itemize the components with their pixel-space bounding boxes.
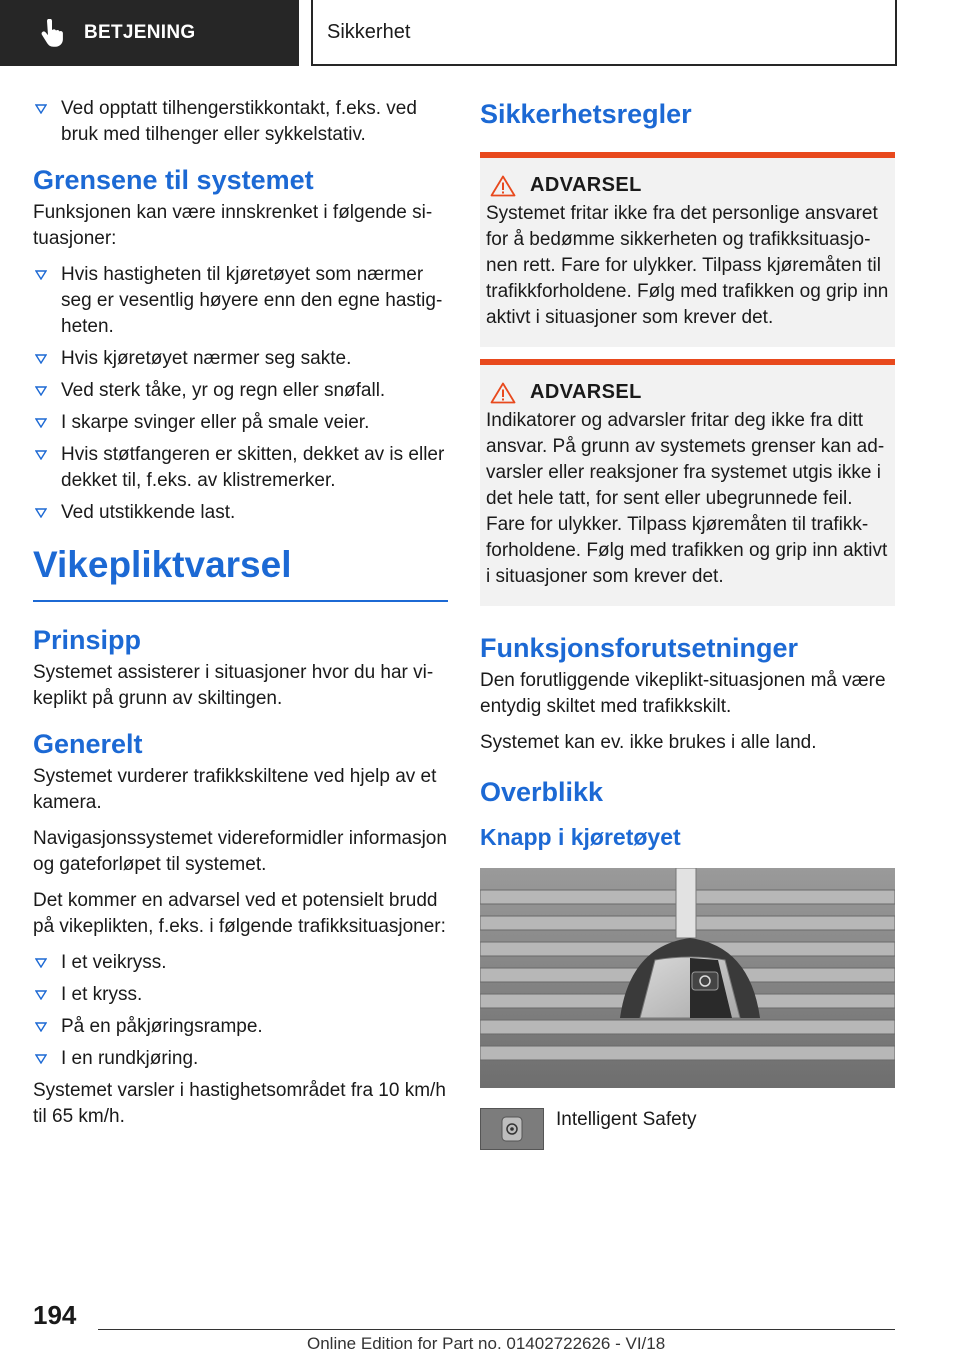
footer-divider xyxy=(98,1329,895,1330)
warning-text: Indikatorer og advarsler fritar deg ikke fra ditt ansvar. På grunn av systemets grenser kan advarsler eller reaksjoner fra systemet utgis ikke i det hele tatt, for sent eller ubegrunnede feil. Fare for ulykker. Tilpass kjøremåten til trafikkforholdene. Følg med trafikken og grip inn aktivt i situasjoner som krever det. xyxy=(486,410,888,587)
warning-triangle-icon xyxy=(490,382,516,404)
bullet-triangle-icon xyxy=(35,1022,47,1032)
warning-title: ADVARSEL xyxy=(530,174,642,196)
prereq-paragraph-2: Systemet kan ev. ikke brukes i alle land. xyxy=(480,732,817,753)
button-photo xyxy=(480,868,895,1088)
section-tab xyxy=(0,0,299,66)
bullet-triangle-icon xyxy=(35,508,47,518)
overview-title: Overblikk xyxy=(480,777,604,807)
bullet-triangle-icon xyxy=(35,270,47,280)
bullet-triangle-icon xyxy=(35,1054,47,1064)
limits-bullet-list xyxy=(33,262,448,526)
safety-title: Sikkerhetsregler xyxy=(480,99,692,129)
list-item: I en rundkjøring. xyxy=(33,1046,448,1072)
right-column xyxy=(480,96,895,1150)
section-label: BETJENING xyxy=(84,22,196,43)
principle-text: Systemet assisterer i situasjoner hvor du har vikeplikt på grunn av skiltingen. xyxy=(33,662,434,709)
general-bullet-list xyxy=(33,950,448,1072)
warning-box xyxy=(480,359,895,606)
bullet-triangle-icon xyxy=(35,958,47,968)
prereq-title: Funksjonsforutsetninger xyxy=(480,633,799,663)
bullet-triangle-icon xyxy=(35,104,47,114)
main-title: Vikepliktvarsel xyxy=(33,542,448,602)
warning-triangle-icon xyxy=(490,175,516,197)
list-item: På en påkjøringsrampe. xyxy=(33,1014,448,1040)
list-item: I et veikryss. xyxy=(33,950,448,976)
bullet-triangle-icon xyxy=(35,386,47,396)
list-item: Ved opptatt tilhengerstikkontakt, f.eks. ved bruk med tilhenger eller sykkelstativ. xyxy=(33,96,448,148)
limits-title: Grensene til systemet xyxy=(33,165,314,195)
list-item: I et kryss. xyxy=(33,982,448,1008)
warning-box xyxy=(480,152,895,347)
list-item: Ved utstikkende last. xyxy=(33,500,448,526)
general-paragraph-3: Det kommer en advarsel ved et potensielt brudd på vikeplikten, f.eks. i følgende trafikksituasjoner: xyxy=(33,890,446,937)
prereq-paragraph-1: Den forutliggende vikeplikt-situasjonen må være entydig skiltet med trafikkskilt. xyxy=(480,670,886,717)
list-item: Ved sterk tåke, yr og regn eller snøfall. xyxy=(33,378,448,404)
chapter-label: Sikkerhet xyxy=(327,20,411,43)
page-number: 194 xyxy=(33,1300,77,1330)
legend-row xyxy=(480,1108,895,1150)
bullet-triangle-icon xyxy=(35,418,47,428)
list-item: Hvis kjøretøyet nærmer seg sakte. xyxy=(33,346,448,372)
general-title: Generelt xyxy=(33,729,143,759)
bullet-triangle-icon xyxy=(35,990,47,1000)
intelligent-safety-button-icon xyxy=(480,1108,544,1150)
general-paragraph-1: Systemet vurderer trafikkskiltene ved hjelp av et kamera. xyxy=(33,766,437,813)
left-column xyxy=(33,96,448,1140)
list-item: I skarpe svinger eller på smale veier. xyxy=(33,410,448,436)
button-title: Knapp i kjøretøyet xyxy=(480,824,681,850)
legend-label: Intelligent Safety xyxy=(556,1109,697,1130)
hand-pointer-icon xyxy=(40,19,66,47)
chapter-tab xyxy=(311,0,897,66)
edition-note: Online Edition for Part no. 01402722626 - VI/18 xyxy=(307,1334,666,1353)
list-item: Hvis støtfangeren er skitten, dekket av is eller dekket til, f.eks. av klistremerker. xyxy=(33,442,448,494)
intro-bullet-list xyxy=(33,96,448,148)
bullet-triangle-icon xyxy=(35,354,47,364)
general-paragraph-2: Navigasjonssystemet videreformidler informasjon og gateforløpet til systemet. xyxy=(33,828,447,875)
warning-text: Systemet fritar ikke fra det personlige ansvaret for å bedømme sikkerheten og trafikksituasjonen rett. Fare for ulykker. Tilpass kjøremåten til trafikkforholdene. Følg med trafikken og grip inn aktivt i situasjoner som krever det. xyxy=(486,203,889,328)
warning-title: ADVARSEL xyxy=(530,381,642,403)
principle-title: Prinsipp xyxy=(33,625,142,655)
bullet-triangle-icon xyxy=(35,450,47,460)
list-item: Hvis hastigheten til kjøretøyet som nærmer seg er vesentlig høyere enn den egne hastigheten. xyxy=(33,262,448,340)
limits-text: Funksjonen kan være innskrenket i følgende situasjoner: xyxy=(33,202,433,249)
speed-text: Systemet varsler i hastighetsområdet fra 10 km/h til 65 km/h. xyxy=(33,1080,446,1127)
